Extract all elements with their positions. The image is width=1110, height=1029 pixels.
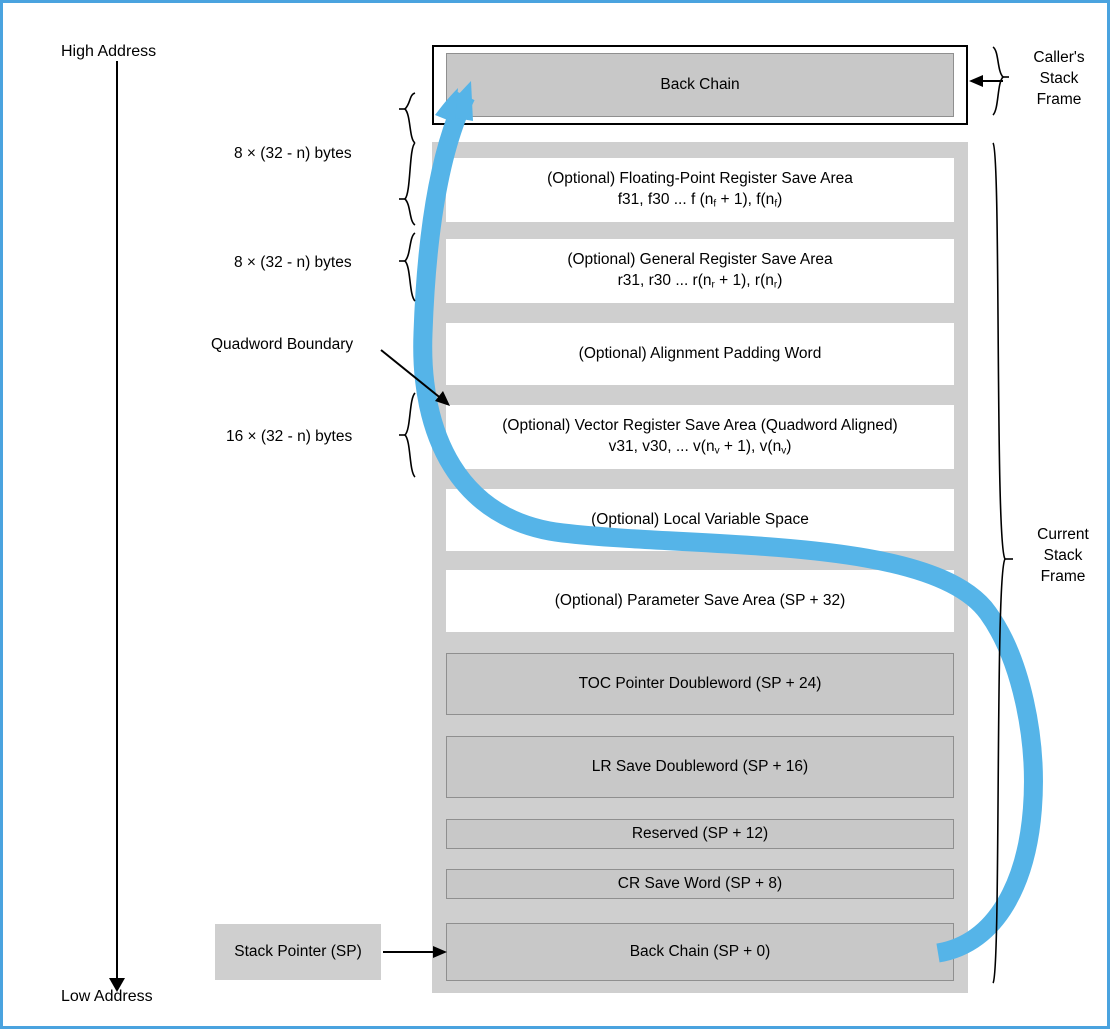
quadword-boundary-label: Quadword Boundary [211, 336, 354, 353]
high-address-label: High Address [61, 43, 157, 60]
row-label: (Optional) Vector Register Save Area (Quadword Aligned) [502, 417, 898, 435]
current-frame-line3: Frame [1040, 567, 1086, 585]
row-fpr-save-area [446, 158, 954, 222]
row-label: (Optional) Floating-Point Register Save Area [547, 170, 853, 188]
row-sublabel: v31, v30, ... $v(n_v + 1)$, $v(n_v)$ [608, 437, 792, 457]
row-label: (Optional) General Register Save Area [567, 251, 833, 269]
callers-frame-line2: Stack [1039, 69, 1079, 87]
brace-gpr [399, 233, 415, 301]
row-label: TOC Pointer Doubleword (SP + 24) [578, 674, 822, 692]
row-label: LR Save Doubleword (SP + 16) [591, 757, 809, 775]
size-annotation-gpr: 8 × (32 - n) bytes [234, 254, 352, 271]
row-back-chain-sp [446, 923, 954, 981]
stack-pointer-box [215, 924, 381, 980]
row-gpr-save-area [446, 239, 954, 303]
size-annotation-vector: 16 × (32 - n) bytes [226, 428, 353, 445]
current-frame-line1: Current [1037, 526, 1089, 543]
brace-fpr [399, 93, 415, 225]
row-alignment-padding-word [446, 323, 954, 385]
row-sublabel: f31, f30 ... f $(n_f + 1)$, $f(n_f)$ [617, 190, 783, 210]
callers-frame-arrow-icon [969, 75, 1003, 87]
row-label: (Optional) Parameter Save Area (SP + 32) [554, 591, 846, 609]
row-label: CR Save Word (SP + 8) [617, 874, 783, 892]
row-label: (Optional) Alignment Padding Word [578, 344, 822, 362]
row-label: Back Chain (SP + 0) [629, 942, 771, 960]
callers-stack-frame-label [1013, 48, 1105, 111]
row-lr-save-doubleword [446, 736, 954, 798]
address-axis-line [116, 61, 118, 981]
brace-callers-frame [993, 47, 1009, 115]
low-address-label: Low Address [61, 988, 153, 1005]
row-reserved [446, 819, 954, 849]
brace-vector [399, 393, 415, 477]
current-stack-frame-label [1021, 525, 1105, 588]
row-sublabel: r31, r30 ... $r(n_r + 1)$, $r(n_r)$ [617, 271, 783, 291]
row-label: (Optional) Local Variable Space [591, 510, 809, 528]
row-back-chain-caller [446, 53, 954, 117]
row-toc-pointer-doubleword [446, 653, 954, 715]
row-local-variable-space [446, 489, 954, 551]
current-frame-line2: Stack [1043, 546, 1083, 564]
row-label: Back Chain [660, 75, 740, 93]
callers-frame-line1: Caller's [1033, 49, 1085, 66]
row-label: Reserved (SP + 12) [631, 824, 769, 842]
size-annotation-fpr: 8 × (32 - n) bytes [234, 145, 352, 162]
row-vector-register-save-area [446, 405, 954, 469]
stack-pointer-label: Stack Pointer (SP) [234, 943, 362, 960]
brace-current-frame [993, 143, 1013, 983]
callers-frame-line3: Frame [1036, 90, 1082, 108]
row-parameter-save-area [446, 570, 954, 632]
row-cr-save-word [446, 869, 954, 899]
